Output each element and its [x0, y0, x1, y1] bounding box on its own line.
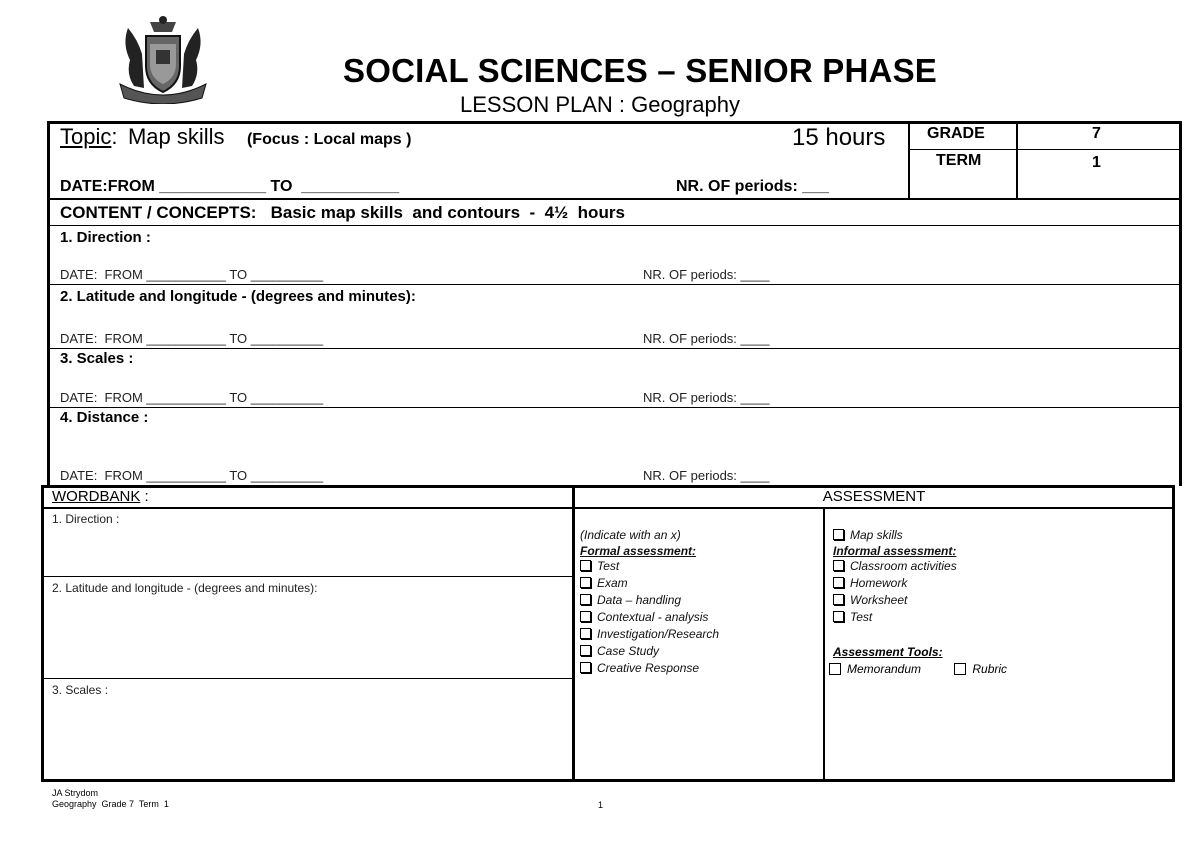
formal-assessment-list: [580, 527, 719, 677]
content-text: Basic map skills and contours - 4½ hours: [270, 203, 625, 222]
section-2-title: 2. Latitude and longitude - (degrees and minutes):: [60, 288, 416, 305]
formal-item[interactable]: [580, 643, 719, 660]
informal-item[interactable]: [833, 558, 957, 575]
wordbank-heading-row: [52, 488, 149, 505]
topic-hours: 15 hours: [792, 124, 886, 151]
tool-rubric[interactable]: [954, 662, 1007, 676]
checkbox-icon[interactable]: [580, 645, 591, 656]
footer: [52, 788, 169, 810]
tools-heading: Assessment Tools:: [833, 645, 943, 659]
section-2-periods: NR. OF periods: ____: [643, 331, 770, 346]
subtitle-text: LESSON PLAN : Geography: [459, 92, 741, 117]
wordbank-item-2: 2. Latitude and longitude - (degrees and minutes):: [52, 581, 318, 595]
informal-item-label: Classroom activities: [850, 559, 957, 573]
informal-heading: Informal assessment:: [833, 544, 957, 558]
formal-item-label: Contextual - analysis: [597, 610, 709, 624]
checkbox-icon[interactable]: [580, 662, 591, 673]
formal-item-label: Test: [597, 559, 620, 573]
checkbox-icon[interactable]: [954, 663, 966, 675]
term-value: 1: [1092, 154, 1101, 171]
formal-item[interactable]: [580, 575, 719, 592]
section-4-title: 4. Distance :: [60, 409, 149, 426]
map-skills-label: Map skills: [850, 528, 903, 542]
checkbox-icon[interactable]: [580, 594, 591, 605]
page-number: 1: [598, 800, 604, 810]
checkbox-icon[interactable]: [833, 560, 844, 571]
content-row: [60, 203, 625, 223]
formal-item[interactable]: [580, 626, 719, 643]
checkbox-icon[interactable]: [833, 529, 844, 540]
tool-memorandum[interactable]: [829, 662, 921, 676]
content-heading: CONTENT / CONCEPTS:: [60, 203, 257, 222]
wordbank-heading: WORDBANK: [52, 488, 141, 505]
section-2-date: DATE: FROM ___________ TO __________: [60, 331, 324, 346]
grade-label: GRADE: [927, 125, 985, 142]
formal-item-label: Data – handling: [597, 593, 682, 607]
page-subtitle: [0, 92, 1200, 118]
tool-label: Rubric: [972, 662, 1008, 676]
section-1-periods: NR. OF periods: ____: [643, 267, 770, 282]
formal-heading: Formal assessment:: [580, 544, 697, 558]
footer-author: JA Strydom: [52, 788, 99, 798]
checkbox-icon[interactable]: [833, 611, 844, 622]
indicate-note: (Indicate with an x): [580, 528, 681, 542]
checkbox-icon[interactable]: [580, 577, 591, 588]
section-3-date: DATE: FROM ___________ TO __________: [60, 390, 324, 405]
periods-line: NR. OF periods: ___: [676, 178, 829, 195]
assessment-heading: ASSESSMENT: [822, 488, 926, 505]
wordbank-colon: :: [140, 488, 149, 505]
grade-value: 7: [1092, 125, 1101, 142]
wordbank-item-1: 1. Direction :: [52, 512, 120, 526]
informal-item-label: Worksheet: [850, 593, 908, 607]
section-3-title: 3. Scales :: [60, 350, 134, 367]
page-title: SOCIAL SCIENCES – SENIOR PHASE: [342, 52, 938, 89]
section-1-date: DATE: FROM ___________ TO __________: [60, 267, 324, 282]
formal-item[interactable]: [580, 592, 719, 609]
informal-item[interactable]: [833, 609, 957, 626]
date-range-line: DATE:FROM ____________ TO ___________: [60, 178, 400, 195]
formal-item-label: Exam: [597, 576, 628, 590]
section-4-date: DATE: FROM ___________ TO __________: [60, 468, 324, 483]
informal-assessment-list: [833, 527, 957, 626]
section-1-title: 1. Direction :: [60, 229, 151, 246]
topic-colon: :: [111, 124, 118, 149]
informal-item-label: Homework: [850, 576, 908, 590]
topic-label: Topic: [60, 124, 112, 149]
tool-label: Memorandum: [847, 662, 922, 676]
formal-item-label: Creative Response: [597, 661, 700, 675]
checkbox-icon[interactable]: [580, 628, 591, 639]
checkbox-icon[interactable]: [833, 594, 844, 605]
term-label: TERM: [936, 152, 982, 169]
informal-item[interactable]: [833, 592, 957, 609]
topic-value: Map skills: [127, 124, 225, 149]
topic-focus: (Focus : Local maps ): [246, 131, 412, 148]
informal-item[interactable]: [833, 575, 957, 592]
tools-row: [829, 662, 1007, 676]
checkbox-icon[interactable]: [580, 560, 591, 571]
checkbox-icon[interactable]: [833, 577, 844, 588]
formal-item[interactable]: [580, 660, 719, 677]
footer-course: Geography Grade 7 Term 1: [52, 799, 169, 809]
formal-item[interactable]: [580, 609, 719, 626]
formal-item[interactable]: [580, 558, 719, 575]
section-3-periods: NR. OF periods: ____: [643, 390, 770, 405]
checkbox-icon[interactable]: [580, 611, 591, 622]
informal-item-label: Test: [850, 610, 873, 624]
map-skills-item[interactable]: [833, 527, 957, 544]
formal-item-label: Investigation/Research: [597, 627, 720, 641]
formal-item-label: Case Study: [597, 644, 660, 658]
topic-row: [60, 124, 411, 150]
wordbank-item-3: 3. Scales :: [52, 683, 109, 697]
section-4-periods: NR. OF periods: ____: [643, 468, 770, 483]
checkbox-icon[interactable]: [829, 663, 841, 675]
